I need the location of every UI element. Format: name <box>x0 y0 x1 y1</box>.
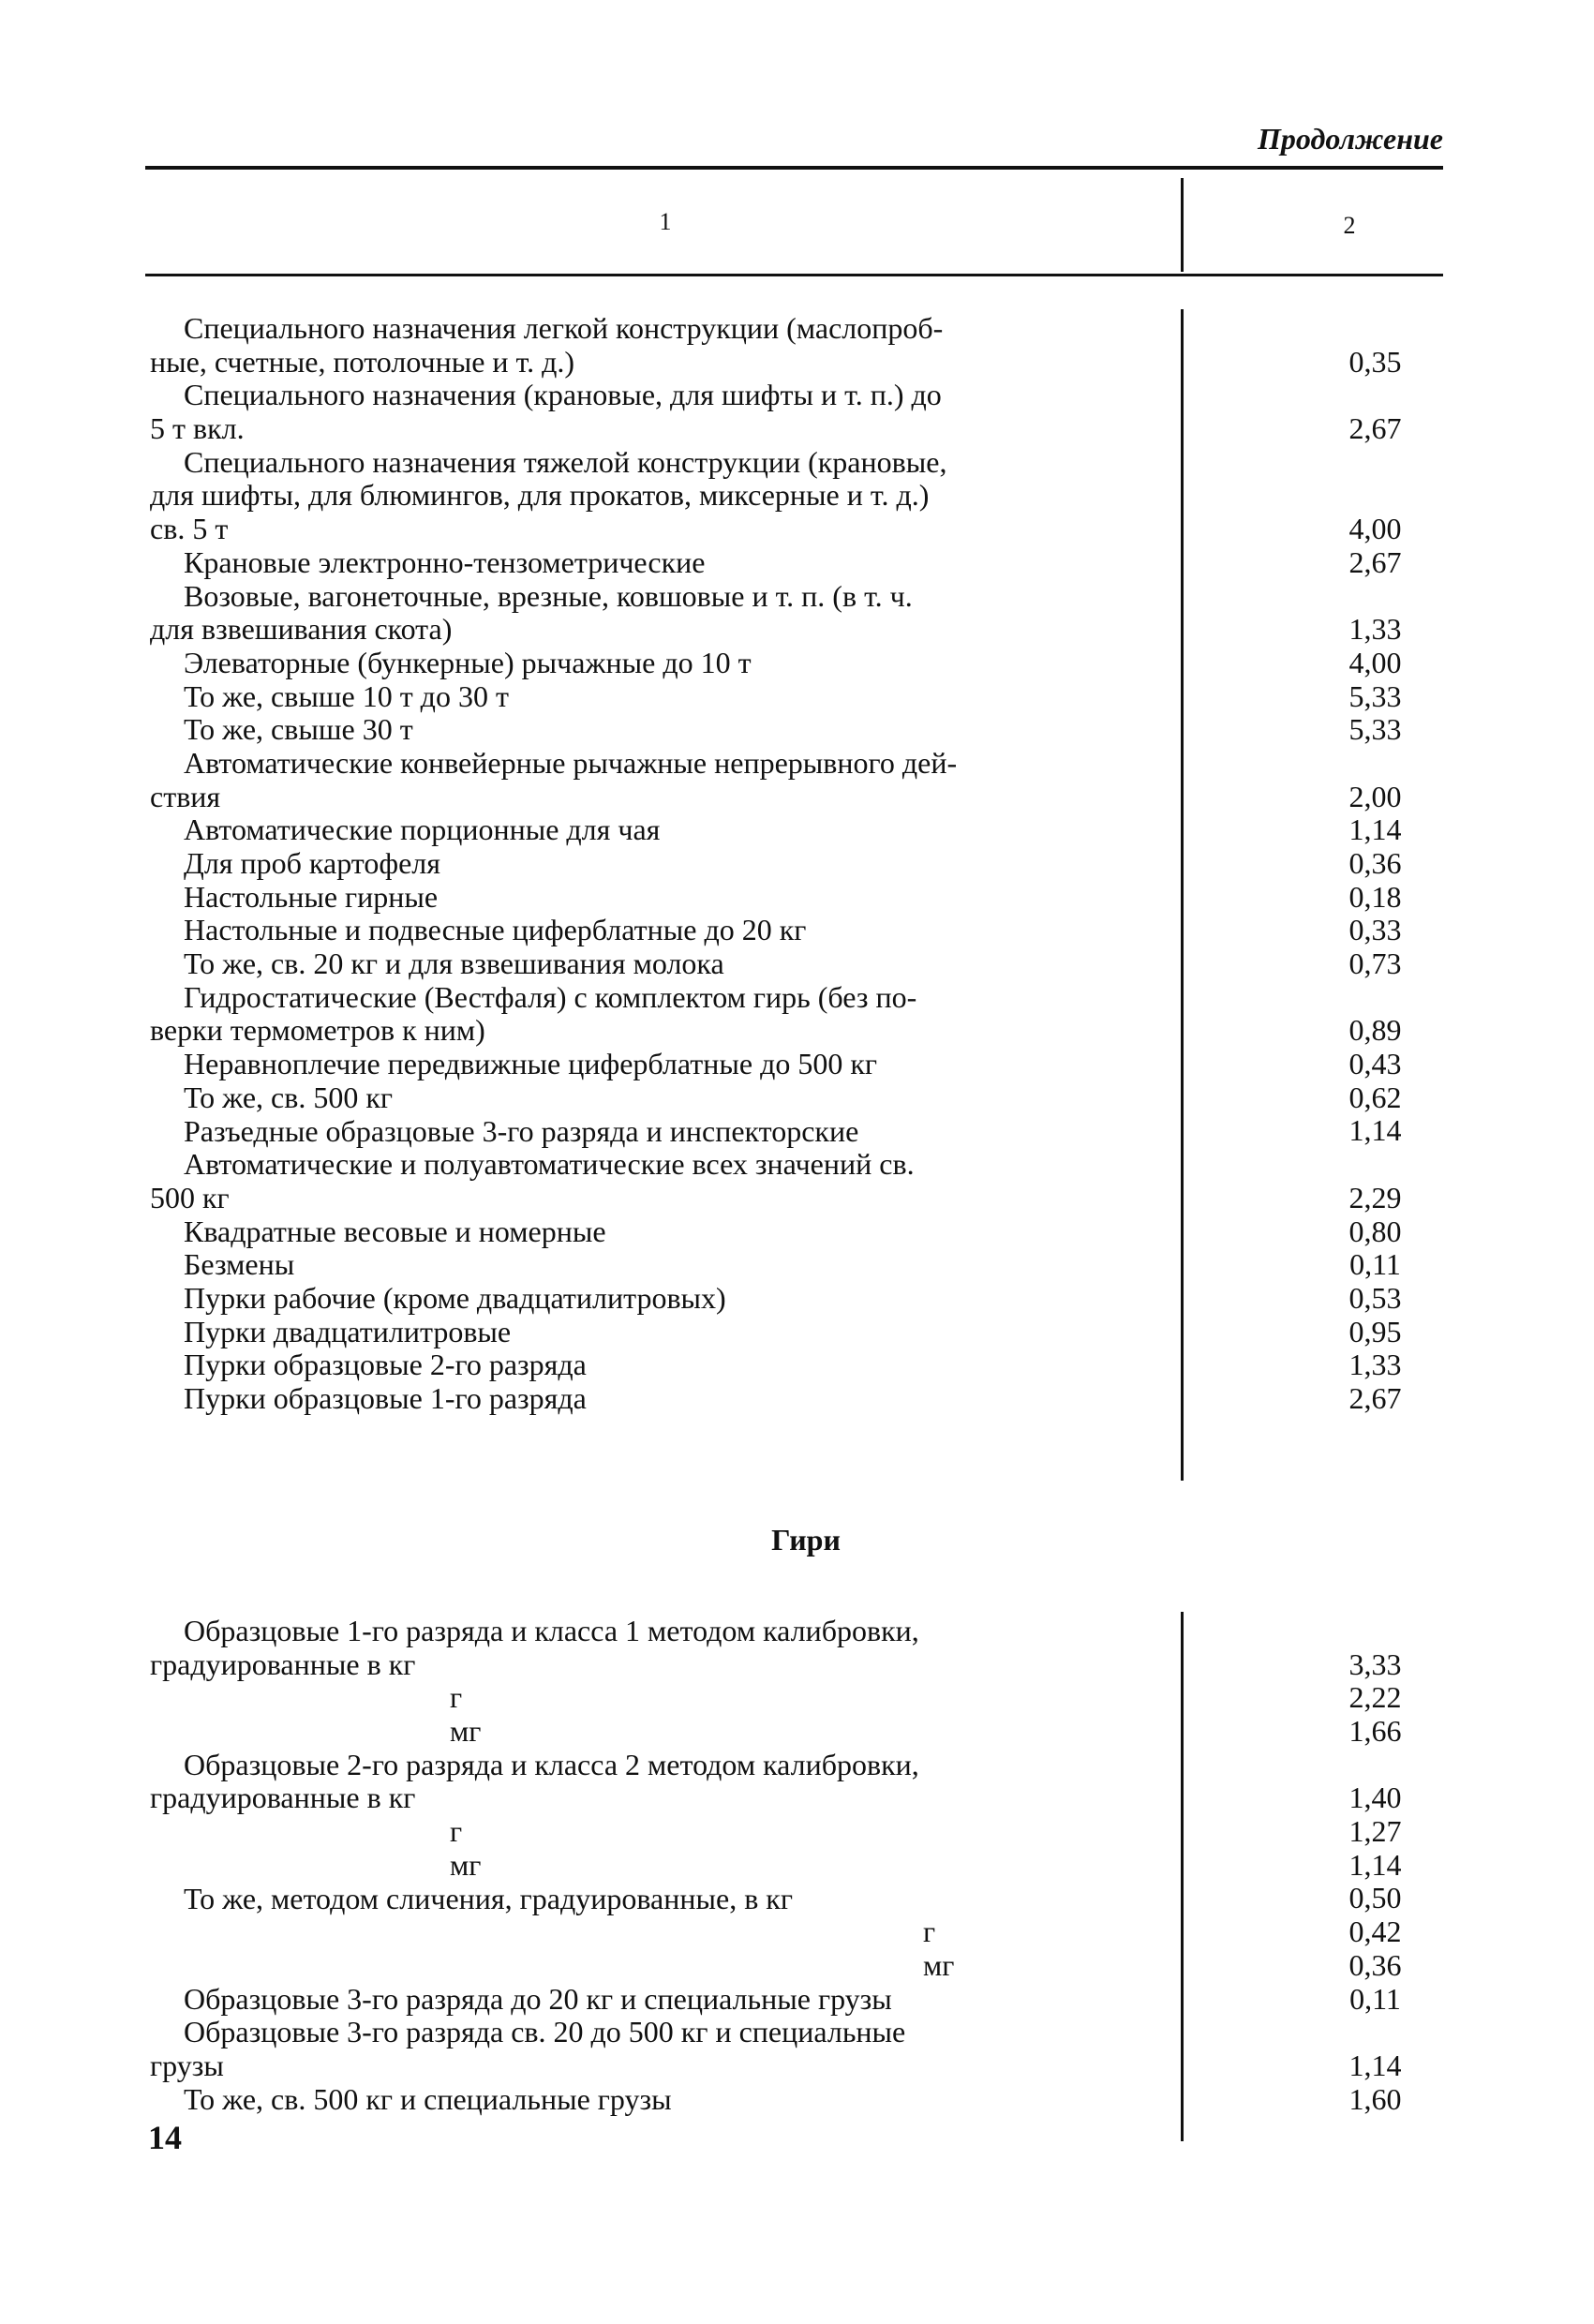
row-label-line: г <box>450 1680 463 1715</box>
header-bottom-rule <box>145 274 1443 276</box>
row-label <box>150 2083 1143 2117</box>
row-label <box>150 379 1143 445</box>
table-row <box>150 647 1438 680</box>
table-row <box>150 580 1438 647</box>
column-2-header: 2 <box>1343 212 1356 239</box>
table-row <box>150 1248 1438 1282</box>
table-row <box>150 1081 1438 1115</box>
row-label <box>150 1849 1143 1883</box>
row-label-line: г <box>450 1814 463 1849</box>
row-value: 2,00 <box>1348 779 1402 813</box>
row-label <box>150 1715 1143 1749</box>
table-row <box>150 1815 1438 1849</box>
row-value: 0,73 <box>1348 946 1402 981</box>
table-row <box>150 1715 1438 1749</box>
row-label <box>150 947 1143 981</box>
table-row <box>150 1615 1438 1681</box>
row-value: 0,89 <box>1348 1013 1402 1048</box>
row-value: 0,43 <box>1348 1047 1402 1081</box>
row-value: 1,66 <box>1348 1714 1402 1749</box>
row-value: 0,33 <box>1348 913 1402 947</box>
table-row <box>150 813 1438 847</box>
row-label <box>150 1949 1143 1983</box>
table-row <box>150 1316 1438 1349</box>
row-label-line: 5 т вкл. <box>150 411 245 446</box>
row-value: 5,33 <box>1348 712 1402 747</box>
row-label <box>150 747 1143 813</box>
row-label <box>150 580 1143 647</box>
row-label-line: Автоматические порционные для чая <box>184 812 661 847</box>
row-label-line: грузы <box>150 2048 224 2082</box>
table-row <box>150 1115 1438 1149</box>
row-label <box>150 446 1143 546</box>
row-value: 1,14 <box>1348 1113 1402 1148</box>
section-title-weights: Гири <box>771 1523 841 1557</box>
row-label <box>150 1615 1143 1681</box>
row-label-line: ные, счетные, потолочные и т. д.) <box>150 344 575 379</box>
row-value: 0,62 <box>1348 1080 1402 1114</box>
table-row <box>150 1681 1438 1715</box>
row-label-line: Специального назначения (крановые, для шифты и т. п.) до <box>184 378 942 412</box>
row-label-line: Пурки двадцатилитровые <box>184 1314 512 1348</box>
row-label <box>150 1316 1143 1349</box>
row-label <box>150 1983 1143 2017</box>
table-row <box>150 981 1438 1048</box>
row-label-line: ствия <box>150 779 221 813</box>
row-label <box>150 1382 1143 1416</box>
row-label-line: То же, свыше 30 т <box>184 712 413 747</box>
row-value: 0,36 <box>1348 1947 1402 1982</box>
row-label <box>150 1148 1143 1214</box>
column-1-header: 1 <box>659 208 672 235</box>
row-value: 2,29 <box>1348 1180 1402 1214</box>
row-label <box>150 1815 1143 1849</box>
table-row <box>150 1749 1438 1815</box>
row-value: 1,14 <box>1348 812 1402 847</box>
row-label <box>150 647 1143 680</box>
row-value: 2,22 <box>1348 1680 1402 1715</box>
row-label-line: Автоматические и полуавтоматические всех значений св. <box>184 1147 915 1182</box>
row-value: 0,42 <box>1348 1914 1402 1949</box>
row-label <box>150 546 1143 580</box>
row-label <box>150 813 1143 847</box>
row-value: 0,11 <box>1349 1247 1401 1282</box>
table-row <box>150 881 1438 915</box>
table-row <box>150 847 1438 881</box>
row-value: 0,95 <box>1348 1314 1402 1348</box>
row-label-line: мг <box>450 1847 482 1882</box>
row-label <box>150 1048 1143 1081</box>
table-row <box>150 1849 1438 1883</box>
row-label <box>150 713 1143 747</box>
row-label <box>150 1282 1143 1316</box>
table-row <box>150 947 1438 981</box>
row-label-line: Образцовые 2-го разряда и класса 2 методом калибровки, <box>184 1747 919 1781</box>
row-label-line: Для проб картофеля <box>184 846 440 880</box>
row-label-line: для взвешивания скота) <box>150 612 453 647</box>
row-value: 0,53 <box>1348 1280 1402 1315</box>
table1-column-divider-header <box>1181 178 1184 272</box>
row-label-line: Пурки образцовые 1-го разряда <box>184 1381 587 1415</box>
row-label-line: для шифты, для блюмингов, для прокатов, миксерные и т. д.) <box>150 478 930 513</box>
table-row <box>150 2083 1438 2117</box>
row-label <box>150 1883 1143 1916</box>
row-value: 5,33 <box>1348 678 1402 713</box>
row-value: 1,33 <box>1348 612 1402 647</box>
row-value: 3,33 <box>1348 1646 1402 1681</box>
row-label-line: Настольные гирные <box>184 879 439 914</box>
row-label-line: Крановые электронно-тензометрические <box>184 544 706 579</box>
row-value: 0,35 <box>1348 344 1402 379</box>
row-value: 0,36 <box>1348 845 1402 880</box>
table-row <box>150 546 1438 580</box>
row-value: 2,67 <box>1348 411 1402 446</box>
row-label-line: Гидростатические (Вестфаля) с комплектом гирь (без по- <box>184 979 917 1014</box>
row-value: 0,18 <box>1348 879 1402 914</box>
table-row <box>150 1215 1438 1249</box>
row-value: 1,14 <box>1348 1847 1402 1882</box>
row-label-line: градуированные в кг <box>150 1780 416 1815</box>
table-row <box>150 1282 1438 1316</box>
table-row <box>150 312 1438 379</box>
table-row <box>150 1883 1438 1916</box>
row-label <box>150 1915 1143 1949</box>
table-row <box>150 1382 1438 1416</box>
row-label <box>150 1348 1143 1382</box>
table2 <box>150 1615 1438 2116</box>
row-label-line: Образцовые 3-го разряда до 20 кг и специальные грузы <box>184 1981 892 2016</box>
table-row <box>150 1949 1438 1983</box>
row-label-line: То же, методом сличения, градуированные, в кг <box>184 1881 793 1915</box>
row-label <box>150 2016 1143 2082</box>
row-value: 1,60 <box>1348 2081 1402 2116</box>
row-label-line: То же, свыше 10 т до 30 т <box>184 678 509 713</box>
table-row <box>150 1915 1438 1949</box>
row-label-line: Образцовые 3-го разряда св. 20 до 500 кг и специальные <box>184 2015 906 2049</box>
row-label-line: мг <box>450 1714 482 1749</box>
row-label-line: Специального назначения легкой конструкции (маслопроб- <box>184 311 944 345</box>
table-row <box>150 446 1438 546</box>
row-label-line: градуированные в кг <box>150 1646 416 1681</box>
row-label-line: мг <box>923 1947 955 1982</box>
table-row <box>150 914 1438 947</box>
table-row <box>150 1148 1438 1214</box>
row-label-line: Пурки образцовые 2-го разряда <box>184 1348 587 1382</box>
row-value: 1,33 <box>1348 1348 1402 1382</box>
row-label <box>150 1115 1143 1149</box>
row-label-line: Настольные и подвесные циферблатные до 20 кг <box>184 913 807 947</box>
row-label <box>150 881 1143 915</box>
row-value: 4,00 <box>1348 512 1402 546</box>
table-row <box>150 680 1438 714</box>
row-label-line: Автоматические конвейерные рычажные непрерывного дей- <box>184 745 958 780</box>
table-row <box>150 2016 1438 2082</box>
row-label-line: То же, св. 20 кг и для взвешивания молока <box>184 946 724 981</box>
row-label-line: Квадратные весовые и номерные <box>184 1214 606 1248</box>
table1 <box>150 312 1438 1416</box>
row-label-line: 500 кг <box>150 1180 230 1214</box>
row-label-line: верки термометров к ним) <box>150 1013 485 1048</box>
row-label <box>150 1081 1143 1115</box>
row-label <box>150 1248 1143 1282</box>
row-label-line: Специального назначения тяжелой конструкции (крановые, <box>184 444 947 479</box>
row-value: 2,67 <box>1348 544 1402 579</box>
row-value: 0,80 <box>1348 1214 1402 1248</box>
row-label <box>150 914 1143 947</box>
row-value: 1,27 <box>1348 1814 1402 1849</box>
row-label <box>150 847 1143 881</box>
row-label-line: Образцовые 1-го разряда и класса 1 методом калибровки, <box>184 1614 919 1647</box>
page-number: 14 <box>148 2119 182 2156</box>
row-label-line: св. 5 т <box>150 512 229 546</box>
row-label <box>150 1215 1143 1249</box>
row-value: 0,11 <box>1349 1981 1401 2016</box>
row-label <box>150 1681 1143 1715</box>
continuation-label: Продолжение <box>1258 122 1443 156</box>
table-row <box>150 1048 1438 1081</box>
row-value: 2,67 <box>1348 1380 1402 1415</box>
row-label-line: г <box>923 1914 936 1949</box>
row-label <box>150 981 1143 1048</box>
row-label-line: То же, св. 500 кг <box>184 1080 394 1114</box>
row-value: 1,14 <box>1348 2048 1402 2082</box>
table-top-rule <box>145 166 1443 170</box>
table-row <box>150 379 1438 445</box>
row-label <box>150 680 1143 714</box>
table-row <box>150 713 1438 747</box>
row-label-line: Возовые, вагонеточные, врезные, ковшовые и т. п. (в т. ч. <box>184 578 913 613</box>
row-label-line: Пурки рабочие (кроме двадцатилитровых) <box>184 1280 726 1315</box>
row-label-line: То же, св. 500 кг и специальные грузы <box>184 2081 672 2116</box>
row-label <box>150 1749 1143 1815</box>
row-value: 1,40 <box>1348 1780 1402 1815</box>
row-label-line: Неравноплечие передвижные циферблатные до 500 кг <box>184 1047 878 1081</box>
row-value: 4,00 <box>1348 645 1402 679</box>
table-row <box>150 747 1438 813</box>
row-label <box>150 312 1143 379</box>
row-label-line: Разъедные образцовые 3-го разряда и инспекторские <box>184 1113 859 1148</box>
table-row <box>150 1983 1438 2017</box>
row-label-line: Элеваторные (бункерные) рычажные до 10 т <box>184 645 752 679</box>
row-value: 0,50 <box>1348 1881 1402 1915</box>
table-row <box>150 1348 1438 1382</box>
row-label-line: Безмены <box>184 1247 295 1282</box>
